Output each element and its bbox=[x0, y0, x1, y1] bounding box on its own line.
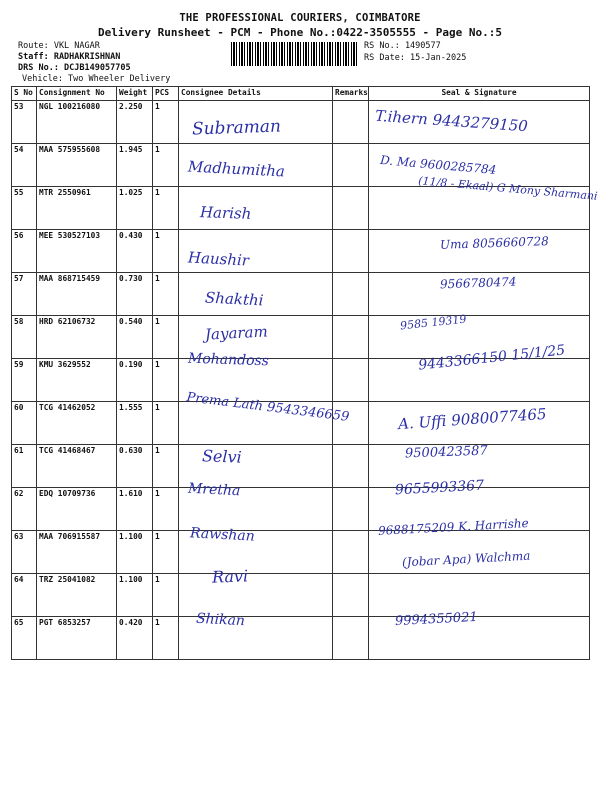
cell-cons: MAA 575955608 bbox=[37, 144, 117, 187]
cell-weight: 1.100 bbox=[117, 574, 153, 617]
cell-pcs: 1 bbox=[153, 230, 179, 273]
consignee-handwriting: Selvi bbox=[201, 446, 243, 467]
cell-weight: 0.430 bbox=[117, 230, 153, 273]
cell-pcs: 1 bbox=[153, 531, 179, 574]
cell-sno: 62 bbox=[12, 488, 37, 531]
col-consignment-header: Consignment No bbox=[37, 87, 117, 101]
rs-date: RS Date: 15-Jan-2025 bbox=[364, 53, 467, 63]
col-weight-header: Weight bbox=[117, 87, 153, 101]
cell-pcs: 1 bbox=[153, 144, 179, 187]
cell-sno: 57 bbox=[12, 273, 37, 316]
table-row bbox=[12, 144, 590, 187]
cell-weight: 0.630 bbox=[117, 445, 153, 488]
col-pcs-header: PCS bbox=[153, 87, 179, 101]
consignee-handwriting: Haushir bbox=[187, 248, 250, 270]
cell-cons: TCG 41462052 bbox=[37, 402, 117, 445]
cell-remarks bbox=[333, 359, 369, 402]
cell-sno: 65 bbox=[12, 617, 37, 660]
cell-weight: 1.555 bbox=[117, 402, 153, 445]
cell-remarks bbox=[333, 445, 369, 488]
cell-pcs: 1 bbox=[153, 359, 179, 402]
consignee-handwriting: Madhumitha bbox=[187, 157, 286, 181]
col-signature-header: Seal & Signature bbox=[369, 87, 590, 101]
cell-pcs: 1 bbox=[153, 574, 179, 617]
consignee-handwriting: Shikan bbox=[195, 610, 246, 630]
cell-cons: MAA 706915587 bbox=[37, 531, 117, 574]
cell-sno: 59 bbox=[12, 359, 37, 402]
rs-number: RS No.: 1490577 bbox=[364, 41, 441, 51]
cell-remarks bbox=[333, 488, 369, 531]
cell-cons: HRD 62106732 bbox=[37, 316, 117, 359]
cell-cons: EDQ 10709736 bbox=[37, 488, 117, 531]
vehicle-label: Vehicle: Two Wheeler Delivery bbox=[22, 74, 171, 84]
staff-label: Staff: RADHAKRISHNAN bbox=[18, 52, 121, 62]
cell-sno: 61 bbox=[12, 445, 37, 488]
signature-handwriting: 9994355021 bbox=[394, 609, 479, 630]
consignee-handwriting: Subraman bbox=[191, 116, 282, 140]
cell-remarks bbox=[333, 101, 369, 144]
consignee-handwriting: Mretha bbox=[187, 480, 241, 500]
table-row bbox=[12, 359, 590, 402]
signature-handwriting: (Jobar Apa) Walchma bbox=[401, 548, 531, 570]
cell-sno: 56 bbox=[12, 230, 37, 273]
signature-handwriting: 9585 19319 bbox=[399, 312, 467, 333]
cell-cons: MEE 530527103 bbox=[37, 230, 117, 273]
cell-cons: MTR 2550961 bbox=[37, 187, 117, 230]
cell-remarks bbox=[333, 531, 369, 574]
cell-pcs: 1 bbox=[153, 402, 179, 445]
cell-weight: 1.025 bbox=[117, 187, 153, 230]
col-consignee-header: Consignee Details bbox=[179, 87, 333, 101]
signature-handwriting: Uma 8056660728 bbox=[439, 234, 550, 252]
consignee-handwriting: Mohandoss bbox=[187, 350, 270, 370]
cell-cons: KMU 3629552 bbox=[37, 359, 117, 402]
cell-pcs: 1 bbox=[153, 187, 179, 230]
cell-sno: 64 bbox=[12, 574, 37, 617]
cell-weight: 0.730 bbox=[117, 273, 153, 316]
table-row bbox=[12, 617, 590, 660]
cell-remarks bbox=[333, 187, 369, 230]
cell-cons: PGT 6853257 bbox=[37, 617, 117, 660]
cell-sno: 53 bbox=[12, 101, 37, 144]
cell-weight: 1.610 bbox=[117, 488, 153, 531]
cell-remarks bbox=[333, 617, 369, 660]
col-sno-header: S No bbox=[12, 87, 37, 101]
cell-pcs: 1 bbox=[153, 101, 179, 144]
cell-pcs: 1 bbox=[153, 273, 179, 316]
cell-sno: 60 bbox=[12, 402, 37, 445]
cell-pcs: 1 bbox=[153, 488, 179, 531]
cell-weight: 1.100 bbox=[117, 531, 153, 574]
cell-pcs: 1 bbox=[153, 445, 179, 488]
signature-handwriting: 9500423587 bbox=[404, 443, 488, 462]
signature-handwriting: (11/8 - Ekaal) G Mony Sharmani bbox=[417, 174, 599, 203]
cell-sno: 55 bbox=[12, 187, 37, 230]
runsheet-title: Delivery Runsheet - PCM - Phone No.:0422-3505555 - Page No.:5 bbox=[98, 26, 502, 39]
company-name: THE PROFESSIONAL COURIERS, COIMBATORE bbox=[179, 12, 421, 24]
cell-cons: TRZ 25041082 bbox=[37, 574, 117, 617]
signature-handwriting: A. Uffi 9080077465 bbox=[397, 404, 548, 434]
cell-remarks bbox=[333, 273, 369, 316]
signature-handwriting: 9443366150 15/1/25 bbox=[417, 342, 566, 374]
table-row bbox=[12, 574, 590, 617]
consignee-handwriting: Harish bbox=[199, 203, 252, 223]
consignee-handwriting: Prema Lath 9543346659 bbox=[185, 390, 350, 425]
drs-number: DRS No.: DCJB149057705 bbox=[18, 63, 131, 73]
cell-weight: 0.540 bbox=[117, 316, 153, 359]
cell-pcs: 1 bbox=[153, 617, 179, 660]
signature-handwriting: 9688175209 K. Harrishe bbox=[377, 516, 529, 538]
route-label: Route: VKL NAGAR bbox=[18, 41, 100, 51]
consignee-handwriting: Jayaram bbox=[204, 322, 269, 344]
consignee-handwriting: Ravi bbox=[211, 566, 249, 587]
cell-cons: NGL 100216080 bbox=[37, 101, 117, 144]
cell-pcs: 1 bbox=[153, 316, 179, 359]
cell-weight: 0.190 bbox=[117, 359, 153, 402]
signature-handwriting: 9566780474 bbox=[439, 274, 517, 292]
consignee-handwriting: Shakthi bbox=[204, 288, 264, 310]
barcode bbox=[231, 42, 359, 66]
cell-cons: TCG 41468467 bbox=[37, 445, 117, 488]
cell-signature bbox=[369, 574, 590, 617]
signature-handwriting: D. Ma 9600285784 bbox=[379, 152, 497, 178]
consignee-handwriting: Rawshan bbox=[189, 525, 256, 545]
cell-remarks bbox=[333, 230, 369, 273]
cell-weight: 0.420 bbox=[117, 617, 153, 660]
cell-weight: 1.945 bbox=[117, 144, 153, 187]
table-header-row bbox=[12, 87, 590, 101]
table-row bbox=[12, 445, 590, 488]
cell-sno: 58 bbox=[12, 316, 37, 359]
cell-remarks bbox=[333, 144, 369, 187]
cell-remarks bbox=[333, 316, 369, 359]
col-remarks-header: Remarks bbox=[333, 87, 369, 101]
cell-sno: 63 bbox=[12, 531, 37, 574]
cell-remarks bbox=[333, 574, 369, 617]
signature-handwriting: 9655993367 bbox=[394, 477, 485, 499]
signature-handwriting: T.ihern 9443279150 bbox=[374, 106, 529, 136]
runsheet-table bbox=[11, 86, 590, 660]
cell-weight: 2.250 bbox=[117, 101, 153, 144]
cell-cons: MAA 868715459 bbox=[37, 273, 117, 316]
cell-sno: 54 bbox=[12, 144, 37, 187]
